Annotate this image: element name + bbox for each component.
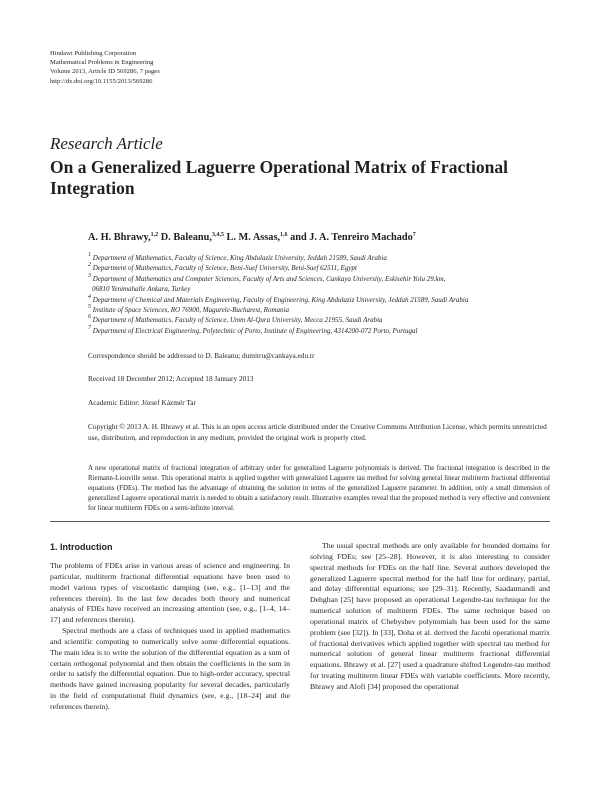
- affiliation: [88, 295, 558, 305]
- section-divider: [50, 521, 550, 522]
- body-paragraph: The usual spectral methods are only available for bounded domains for solving FDEs; see [25–28]. However, it is also interesting to consider spectral methods for FDEs on the half line. Several authors developed the generalized Laguerre spectral method for the half line for ordinary, partial, and delay differential equations; see [29–31]. Recently, Saadatmandi and Dehghan [25] have proposed an operational Legendre-tau technique for the numerical solution of multiterm FDEs. The same technique based on operational matrix of Chebyshev polynomials has been used for the same problem (see [32]). In [33], Doha et al. derived the Jacobi operational matrix of fractional derivatives which applied together with spectral tau method for numerical solution of general linear multiterm fractional differential equations. Bhrawy et al. [27] used a quadrature shifted Legendre-tau method for treating multiterm linear FDEs with variable coefficients. More recently, Bhrawy and Alofi [34] proposed the operational: [310, 541, 550, 691]
- copyright-notice: Copyright © 2013 A. H. Bhrawy et al. This is an open access article distributed under the Creative Commons Attribution License, which permits unrestricted use, distribution, and reproduction in any medium, provided the original work is properly cited.: [88, 422, 547, 442]
- volume-info: Volume 2013, Article ID 569286, 7 pages: [50, 68, 160, 76]
- correspondence-note: Correspondence should be addressed to D. Baleanu; dumitru@cankaya.edu.tr: [88, 351, 315, 360]
- journal-name: Mathematical Problems in Engineering: [50, 59, 154, 67]
- author-name: A. H. Bhrawy,: [88, 232, 151, 243]
- author: [88, 232, 158, 243]
- affiliation-marker: 5: [88, 304, 91, 311]
- affiliation-text: Department of Chemical and Materials Engineering, Faculty of Engineering, King Abdulaziz University, Jeddah 21589, Saudi Arabia: [92, 295, 469, 304]
- author-list: [88, 232, 416, 243]
- affiliation-text: Institute of Space Sciences, RO 76900, Magurele-Bucharest, Romania: [92, 306, 289, 315]
- section-heading: 1. Introduction: [50, 542, 113, 552]
- affiliation-marker: 4: [88, 293, 91, 300]
- affiliation-marker: 6: [88, 314, 91, 321]
- author-affiliation-marker: 7: [412, 232, 416, 238]
- body-paragraph: The problems of FDEs arise in various areas of science and engineering. In particular, multiterm fractional differential equations have been used to model various types of viscoelastic damping (see, e.g., [1–13] and the references therein). In the last few decades both theory and numerical analysis of FDEs have received an increasing attention (see, e.g., [1–4, 14–17] and references therein).: [50, 561, 290, 625]
- author-affiliation-marker: 1,2: [150, 232, 159, 238]
- author: [158, 232, 224, 243]
- left-column: [50, 541, 290, 713]
- author-affiliation-marker: 3,4,5: [211, 232, 224, 238]
- affiliation-text: Department of Mathematics and Computer Sciences, Faculty of Arts and Sciences, Cankaya University, Eskisehir Yolu 29.km,: [92, 274, 446, 283]
- affiliation-text-continued: 06810 Yenimahalle Ankara, Turkey: [92, 285, 191, 294]
- affiliation: [88, 315, 558, 325]
- paper-title: On a Generalized Laguerre Operational Matrix of Fractional Integration: [50, 157, 508, 198]
- affiliation: [88, 263, 558, 273]
- affiliation: [88, 305, 558, 315]
- author-name: and J. A. Tenreiro Machado: [287, 232, 413, 243]
- publisher-name: Hindawi Publishing Corporation: [50, 50, 137, 57]
- author-name: D. Baleanu,: [158, 232, 212, 243]
- affiliation: [88, 326, 558, 336]
- affiliation-marker: 1: [88, 252, 91, 258]
- affiliation-marker: 7: [88, 324, 91, 331]
- author-name: L. M. Assas,: [223, 232, 281, 243]
- body-paragraph: Spectral methods are a class of techniques used in applied mathematics and scientific computing to numerically solve some differential equations. The main idea is to write the solution of the differential equation as a sum of certain orthogonal polynomial and then obtain the coefficients in the sum in order to satisfy the differential equation. Due to high-order accuracy, spectral methods have gained increasing popularity for several decades, particularly in the field of computational fluid dynamics (see, e.g., [18–24] and the references therein).: [50, 626, 290, 711]
- author-affiliation-marker: 1,6: [280, 232, 288, 238]
- journal-header: [50, 49, 160, 86]
- author: [224, 232, 288, 243]
- affiliation-marker: 3: [88, 272, 91, 279]
- affiliation-text: Department of Mathematics, Faculty of Science, King Abdulaziz University, Jeddah 21589, Saudi Arabia: [92, 254, 387, 262]
- abstract: A new operational matrix of fractional integration of arbitrary order for generalized Laguerre polynomials is derived. The fractional integration is described in the Riemann-Liouville sense. This operational matrix is applied together with generalized Laguerre tau method for solving general linear multiterm fractional differential equations (FDEs). The method has the advantage of obtaining the solution in terms of the generalized Laguerre parameter. In addition, only a small dimension of generalized Laguerre operational matrix is needed to obtain a satisfactory result. Illustrative examples reveal that the proposed method is very effective and convenient for linear multiterm FDEs on a semi-infinite interval.: [88, 465, 550, 513]
- affiliation: [88, 274, 558, 284]
- received-accepted-dates: Received 18 December 2012; Accepted 18 January 2013: [88, 374, 254, 383]
- affiliation-text: Department of Mathematics, Faculty of Science, Umm Al-Qura University, Mecca 21955, Saudi Arabia: [92, 316, 383, 325]
- doi-link[interactable]: http://dx.doi.org/10.1155/2013/569286: [50, 77, 153, 85]
- right-column: [310, 541, 550, 693]
- affiliation-list: [88, 253, 558, 336]
- affiliation-text: Department of Mathematics, Faculty of Science, Beni-Suef University, Beni-Suef 62511, Egypt: [92, 264, 357, 273]
- affiliation: [88, 253, 558, 263]
- affiliation-marker: 2: [88, 262, 91, 269]
- academic-editor: Academic Editor: József Kázmér Tar: [88, 398, 196, 407]
- article-type: Research Article: [50, 134, 163, 153]
- author: [288, 232, 416, 243]
- affiliation-text: Department of Electrical Engineering, Polytechnic of Porto, Institute of Engineering, 4314200-072 Porto, Portugal: [92, 326, 418, 335]
